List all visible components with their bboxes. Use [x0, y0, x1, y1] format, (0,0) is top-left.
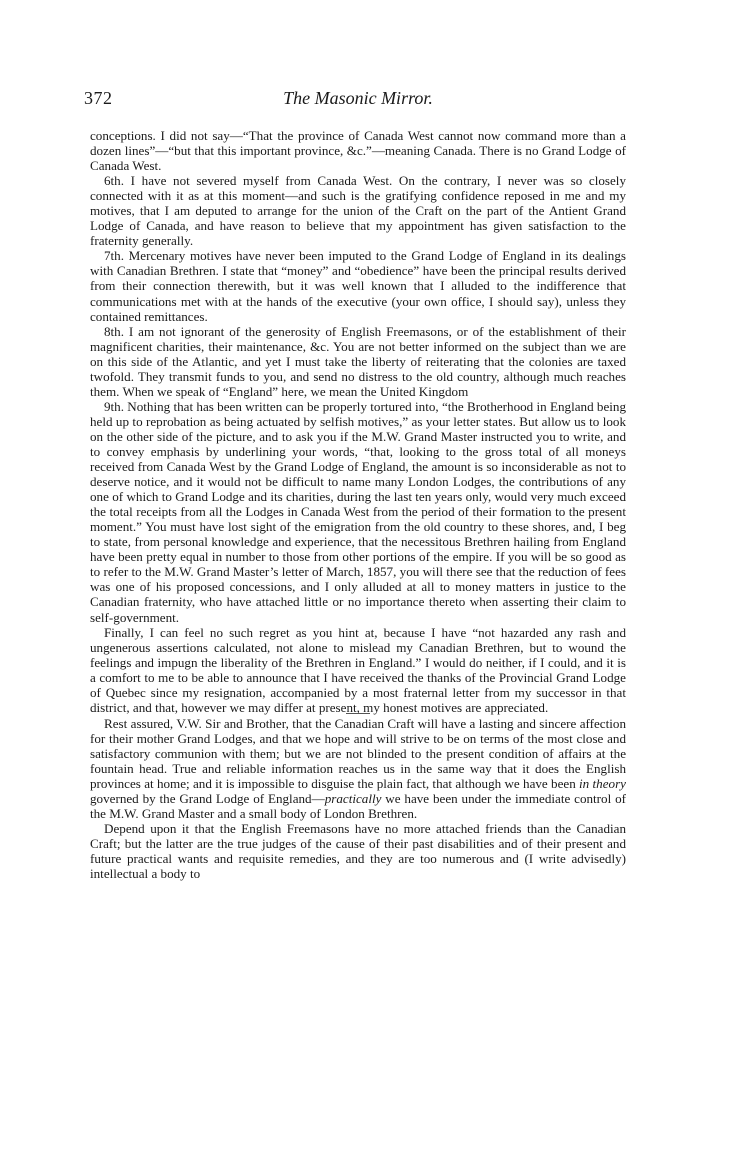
paragraph-text: conceptions. I did not say—“That the province of Canada West cannot now command more than a dozen lines”—“but that this important province, &c.”—meaning Canada. There is no Grand Lodge of Canada West.	[90, 128, 626, 174]
section-rule	[346, 713, 370, 714]
paragraph-text: 9th. Nothing that has been written can be properly tortured into, “the Brotherhood in England being held up to reprobation as being actuated by selfish motives,” as your letter states. But allow us to look on the other side of the picture, and to ask you if the M.W. Grand Master instructed you to write, and to convey emphasis by underlining your words, “that, looking to the gross total of all moneys received from Canada West by the Grand Lodge of England, the amount is so inconsiderable as not to deserve notice, and it would not be difficult to name many London Lodges, the contributions of any one of which to Grand Lodge and its charities, during the last ten years only, would very much exceed the total receipts from all the Lodges in Canada West from the period of their formation to the present moment.” You must have lost sight of the emigration from the old country to these shores, and, I beg to state, from personal knowledge and experience, that the necessitous Brethren hailing from England have been pretty equal in number to those from other portions of the empire. If you will be so good as to refer to the M.W. Grand Master’s letter of March, 1857, you will there see that the reduction of fees was one of his proposed concessions, and I only alluded at all to money matters in justice to the Canadian fraternity, who have attached little or no importance thereto when asserting their claim to self-government.	[90, 398, 626, 625]
paragraph-text: we have been under the immediate control of the M.W. Grand Master and a small body of London Brethren.	[90, 791, 626, 822]
paragraph-ninth	[90, 399, 626, 625]
paragraph-text: Depend upon it that the English Freemasons have no more attached friends than the Canadian Craft; but the latter are the true judges of the cause of their past disabilities and of their present and future practical wants and requisite remedies, and they are too numerous and (I write advisedly) intellectual a body to	[90, 821, 626, 882]
emphasis-in-theory: in theory	[579, 776, 626, 792]
paragraph-rest-assured	[90, 716, 626, 821]
paragraph-text: 7th. Mercenary motives have never been imputed to the Grand Lodge of England in its dealings with Canadian Brethren. I state that “money” and “obedience” have been the principal results derived from their connection therewith, but it was well known that I alluded to the indifference that communications met with at the hands of the executive (your own office, I should say), unless they contained remittances.	[90, 248, 626, 324]
emphasis-practically: practically	[324, 791, 382, 807]
paragraph-finally	[90, 625, 626, 715]
paragraph-eighth	[90, 324, 626, 399]
article-body	[90, 128, 626, 881]
paragraph-seventh	[90, 248, 626, 323]
paragraph-text: Finally, I can feel no such regret as you hint at, because I have “not hazarded any rash and ungenerous assertions calculated, not alone to mislead my Canadian Brethren, but to wound the feelings and impugn the liberality of the Brethren in England.” I would do neither, if I could, and it is a comfort to me to be able to announce that I have received the thanks of the Provincial Grand Lodge of Quebec since my resignation, accompanied by a most fraternal letter from my successor in that district, and that, however we may differ at present, my honest motives are appreciated.	[90, 624, 626, 715]
paragraph-text: Rest assured, V.W. Sir and Brother, that the Canadian Craft will have a lasting and sincere affection for their mother Grand Lodges, and that we hope and will strive to be on terms of the most close and satisfactory communion with them; but we are not blinded to the present condition of affairs at the fountain head. True and reliable information reaches us in the same way that it does the English provinces at home; and it is impossible to disguise the plain fact, that although we have been	[90, 715, 626, 792]
page-number: 372	[84, 88, 113, 108]
paragraph-conceptions	[90, 128, 626, 173]
paragraph-text: 8th. I am not ignorant of the generosity of English Freemasons, or of the establishment of their magnificent charities, their maintenance, &c. You are not better informed on the subject than we are on this side of the Atlantic, and yet I must take the liberty of reiterating that the colonies are taxed twofold. They transmit funds to you, and send no distress to the old country, although much reaches them. When we speak of “England” here, we mean the United Kingdom	[90, 323, 626, 399]
paragraph-text: governed by the Grand Lodge of England—	[90, 791, 325, 807]
running-title: The Masonic Mirror.	[283, 88, 433, 108]
page-header	[84, 82, 626, 112]
paragraph-sixth	[90, 173, 626, 248]
book-page	[84, 82, 626, 882]
paragraph-text: 6th. I have not severed myself from Canada West. On the contrary, I never was so closely connected with it as at this moment—and such is the gratifying confidence reposed in me and my motives, that I am deputed to arrange for the union of the Craft on the part of the Antient Grand Lodge of Canada, and have reason to believe that my appointment has given satisfaction to the fraternity generally.	[90, 173, 626, 249]
paragraph-depend-upon-it	[90, 821, 626, 881]
